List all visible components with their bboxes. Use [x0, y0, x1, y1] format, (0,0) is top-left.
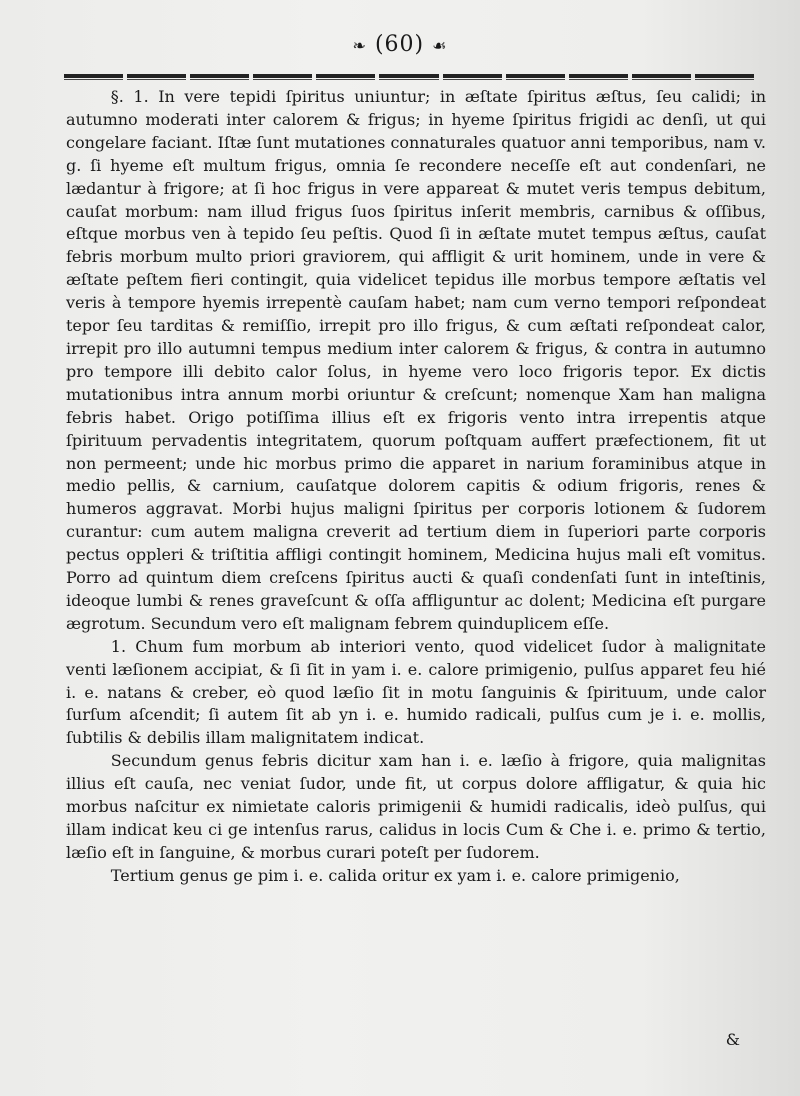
paragraph-3: Secundum genus febris dicitur xam han i. e. læſio à frigore, quia malignitas illius eſt cauſa, nec veniat ſudor, unde fit, ut corpus dolore affligatur, & quia hic morbus naſcitur ex nimietate caloris primigenii & humidi radicalis, ideò pulſus, qui illam indicat keu ci ge intenſus rarus, calidus in locis Cum & Che i. e. primo & tertio, læſio eſt in ſanguine, & morbus curari poteſt per ſudorem. [66, 751, 766, 862]
catchword: & [725, 1030, 740, 1049]
left-ornament-icon: ❧ [352, 36, 367, 55]
paragraph-4: Tertium genus ge pim i. e. calida oritur ex yam i. e. calore primigenio, [110, 865, 680, 885]
page-number: (60) [374, 32, 425, 57]
right-ornament-icon: ☙ [432, 36, 448, 55]
text-body [66, 86, 766, 888]
header-rule [64, 74, 754, 80]
paragraph-2: 1. Chum fum morbum ab interiori vento, quod videlicet ſudor à malignitate venti læſionem accipiat, & ſi ſit in yam i. e. calore primigenio, pulſus apparet feu hié i. e. natans & creber, eò quod læſio ſit in motu ſanguinis & ſpirituum, unde calor ſurſum aſcendit; ſi autem ſit ab yn i. e. humido radicali, pulſus cum je i. e. mollis, ſubtilis & debilis illam malignitatem indicat. [66, 636, 766, 748]
paragraph-1: §. 1. In vere tepidi ſpiritus uniuntur; in æſtate ſpiritus æſtus, ſeu calidi; in autumno moderati inter calorem & frigus; in hyeme ſpiritus frigidi ac denſi, ut qui congelare faciant. Iſtæ ſunt mutationes connaturales quatuor anni temporibus, nam v. g. ſi hyeme eſt multum frigus, omnia ſe recondere neceſſe eſt aut condenſari, ne lædantur à frigore; at ſi hoc frigus in vere appareat & mutet veris tempus debitum, cauſat morbum: nam illud frigus ſuos ſpiritus inſerit membris, carnibus & oſſibus, eſtque morbus ven à tepido ſeu peſtis. Quod ſi in æſtate mutet tempus æſtus, cauſat febris morbum multo priori graviorem, qui affligit & urit hominem, unde in vere & æſtate peſtem fieri contingit, quia videlicet tepidus ille morbus tempore æſtatis vel veris à tempore hyemis irrepentè cauſam habet; nam cum verno tempori reſpondeat tepor ſeu tarditas & remiſſio, irrepit pro illo frigus, & cum æſtati reſpondeat calor, irrepit pro illo autumni tempus medium inter calorem & frigus, & contra in autumno pro tempore illi debito calor ſolus, in hyeme vero loco frigoris tepor. Ex dictis mutationibus intra annum morbi oriuntur & creſcunt; nomenque Xam han maligna febris habet. Origo potiſſima illius eſt ex frigoris vento intra irrepentis atque ſpirituum pervadentis integritatem, quorum poſtquam auffert præfectionem, fit ut non permeent; unde hic morbus primo die apparet in narium foraminibus atque in medio pellis, & carnium, cauſatque dolorem capitis & odium frigoris, renes & humeros aggravat. Morbi hujus maligni ſpiritus per corporis lotionem & ſudorem curantur: cum autem maligna creverit ad tertium diem in ſuperiori parte corporis pectus oppleri & triſtitia affligi contingit hominem, Medicina hujus mali eſt vomitus. Porro ad quintum diem creſcens ſpiritus aucti & quaſi condenſati ſunt in inteſtinis, ideoque lumbi & renes graveſcunt & oſſa affliguntur ac dolent; Medicina eſt purgare ægrotum. Secundum vero eſt malignam febrem quinduplicem eſſe. [66, 87, 766, 633]
page-header [0, 32, 800, 57]
